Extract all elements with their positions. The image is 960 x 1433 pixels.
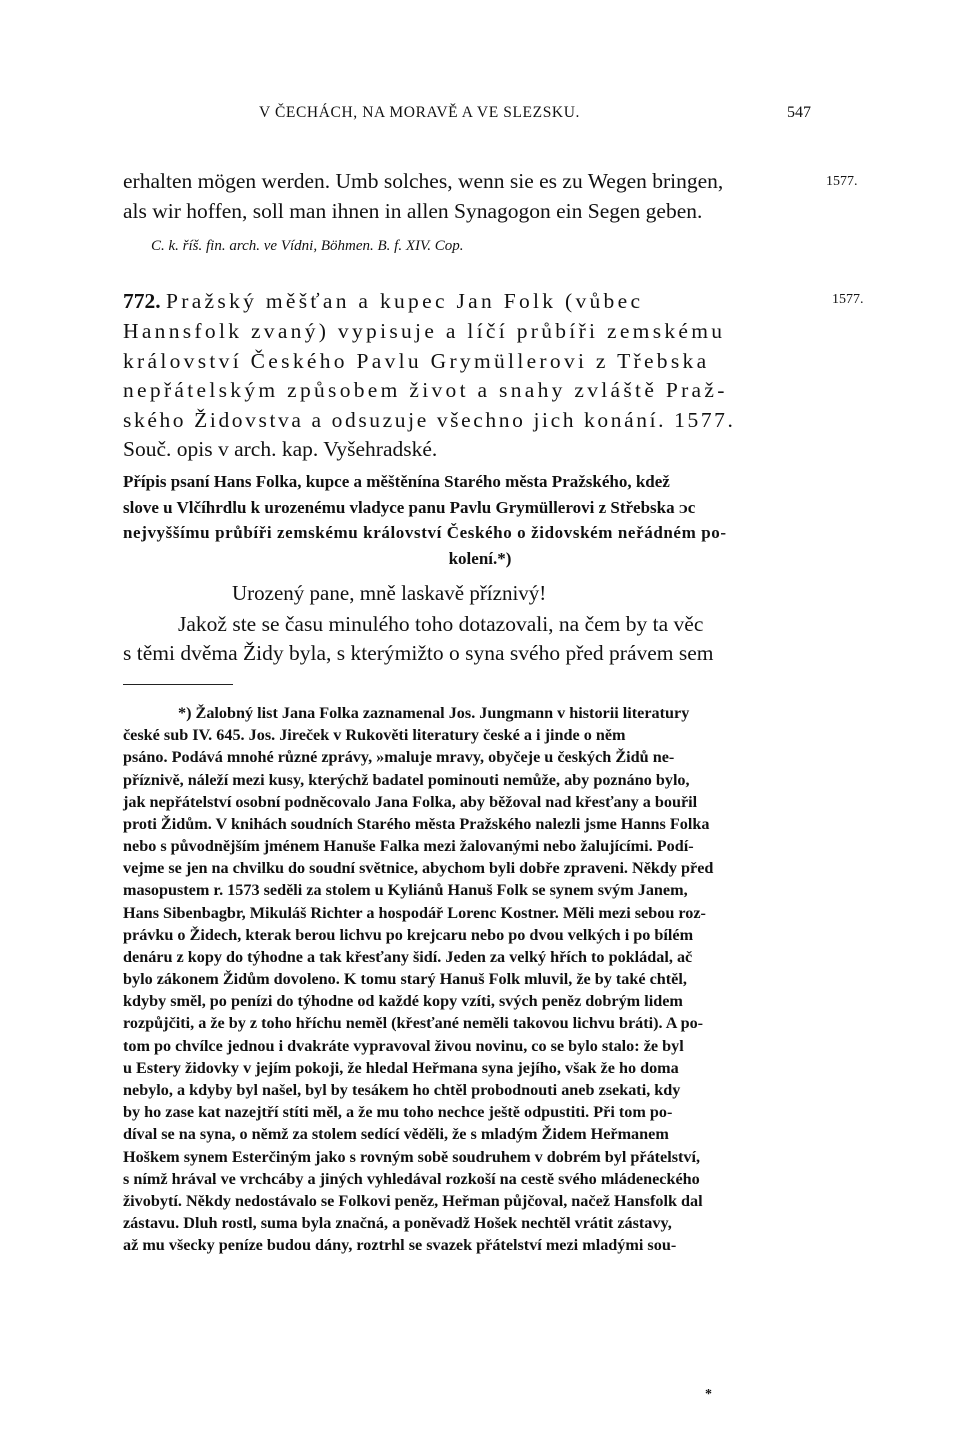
archive-source: Souč. opis v arch. kap. Vyšehradské. — [123, 437, 438, 461]
footnote-line: nebylo, a kdyby byl našel, byl by tesákem ho chtěl probodnouti aneb zsekati, kdy — [123, 1081, 681, 1099]
margin-year: 1577. — [826, 174, 858, 189]
running-title: V ČECHÁCH, NA MORAVĚ A VE SLEZSKU. — [259, 104, 580, 121]
text-line: erhalten mögen werden. Umb solches, wenn sie es zu Wegen bringen, — [123, 169, 724, 193]
footnote-line: právku o Židech, kterak berou lichvu po krejcaru nebo po dvou velkých i po bílém — [123, 926, 694, 944]
regest-line: nejvyššímu průbíři zemskému království Českého o židovském neřádném po- — [123, 523, 727, 542]
heading-line: Hannsfolk zvaný) vypisuje a líčí průbíři zemskému — [123, 319, 726, 343]
footnote-line: rozpůjčiti, a že by z toho hříchu neměl (křesťané neměli takovou lichvu bráti). A po- — [123, 1014, 704, 1032]
footnote-line: až mu všecky peníze budou dány, roztrhl se svazek přátelství mezi mladými sou- — [123, 1236, 677, 1254]
footnote-line: Hans Sibenbagbr, Mikuláš Richter a hospodář Lorenc Kostner. Měli mezi sebou roz- — [123, 904, 706, 922]
footnote-line: bylo zákonem Židům dovoleno. K tomu starý Hanuš Folk mluvil, že by také chtěl, — [123, 970, 687, 988]
footnote-line: díval se na syna, o němž za stolem sedící věděli, že s mladým Židem Heřmanem — [123, 1125, 669, 1143]
regest-line: kolení.*) — [448, 549, 512, 568]
footnote-line: tom po chvílce jednou i dvakráte vypravoval živou novinu, co se bylo stalo: že byl — [123, 1037, 684, 1055]
footnote-line: u Estery židovky v jejím pokoji, že hledal Heřmana syna jejího, však že ho doma — [123, 1059, 679, 1077]
body-line: s těmi dvěma Židy byla, s kterýmižto o syna svého před právem sem — [123, 641, 714, 665]
footnote-line: *) Žalobný list Jana Folka zaznamenal Jos. Jungmann v historii literatury — [178, 704, 690, 722]
heading-line: nepřátelským způsobem život a snahy zvláště Praž- — [123, 378, 728, 402]
footnote-line: jak nepřátelství osobní podněcovalo Jana Folka, aby běžoval nad křesťany a bouřil — [123, 793, 698, 811]
archive-source: C. k. říš. fin. arch. ve Vídni, Böhmen. B. f. XIV. Cop. — [151, 238, 464, 254]
footnote-rule — [123, 684, 233, 685]
salutation: Urozený pane, mně laskavě příznivý! — [232, 581, 547, 605]
footnote-line: psáno. Podává mnohé různé zprávy, »maluje mravy, obyčeje u českých Židů ne- — [123, 748, 675, 766]
footnote-line: nebo s původnějším jménem Hanuše Falka mezi žalovanými nebo žalujícími. Podí- — [123, 837, 694, 855]
heading-line: ského Židovstva a odsuzuje všechno jich konání. 1577. — [123, 408, 736, 432]
footnote-line: Hoškem synem Esterčiným jako s rovným sobě soudruhem v dobrém byl přátelství, — [123, 1148, 701, 1166]
heading-line: království Českého Pavlu Grymüllerovi z Třebska — [123, 349, 710, 373]
margin-year: 1577. — [832, 292, 864, 307]
signature-mark: * — [705, 1387, 712, 1402]
footnote-line: zástavu. Dluh rostl, suma byla značná, a poněvadž Hošek nechtěl vrátit zástavy, — [123, 1214, 672, 1232]
footnote-line: kdyby směl, po penízi do týhodne od každé kopy vzíti, svých peněz dobrým lidem — [123, 992, 683, 1010]
footnote-line: příznivě, náleží mezi kusy, kterýchž badatel pominouti nemůže, aby poznáno bylo, — [123, 771, 690, 789]
regest-line: Přípis psaní Hans Folka, kupce a měštěnína Starého města Pražského, kdež — [123, 472, 670, 491]
footnote-line: denáru z kopy do týhodne a tak křesťany šidí. Jeden za velký hřích to pokládal, ač — [123, 948, 693, 966]
footnote-line: české sub IV. 645. Jos. Jireček v Rukověti literatury české a i jinde o něm — [123, 726, 626, 744]
footnote-line: proti Židům. V knihách soudních Starého města Pražského nalezli jsme Hanns Folka — [123, 815, 710, 833]
footnote-line: by ho zase kat nazejtří stíti měl, a že mu toho nechce ještě odpustiti. Při tom po- — [123, 1103, 673, 1121]
text-line: als wir hoffen, soll man ihnen in allen Synagogon ein Segen geben. — [123, 199, 703, 223]
footnote-line: s nímž hrával ve vrchcáby a jiných vyhledával rozkoší na cestě svého mládeneckého — [123, 1170, 700, 1188]
footnote-line: vejme se jen na chvilku do soudní světnice, abychom byli dobře zpraveni. Někdy před — [123, 859, 714, 877]
document-heading-first-line — [123, 289, 828, 314]
body-line: Jakož ste se času minulého toho dotazovali, na čem by ta věc — [178, 612, 704, 636]
heading-line: Pražský měšťan a kupec Jan Folk (vůbec — [166, 289, 644, 313]
page-number: 547 — [787, 104, 811, 121]
document-number: 772. — [123, 289, 161, 313]
footnote-line: masopustem r. 1573 seděli za stolem u Kyliánů Hanuš Folk se synem svým Janem, — [123, 881, 688, 899]
regest-line: slove u Vlčíhrdlu k urozenému vladyce panu Pavlu Grymüllerovi z Střebska ᴐc — [123, 498, 696, 517]
footnote-line: živobytí. Někdy nedostávalo se Folkovi peněz, Heřman půjčoval, načež Hansfolk dal — [123, 1192, 703, 1210]
